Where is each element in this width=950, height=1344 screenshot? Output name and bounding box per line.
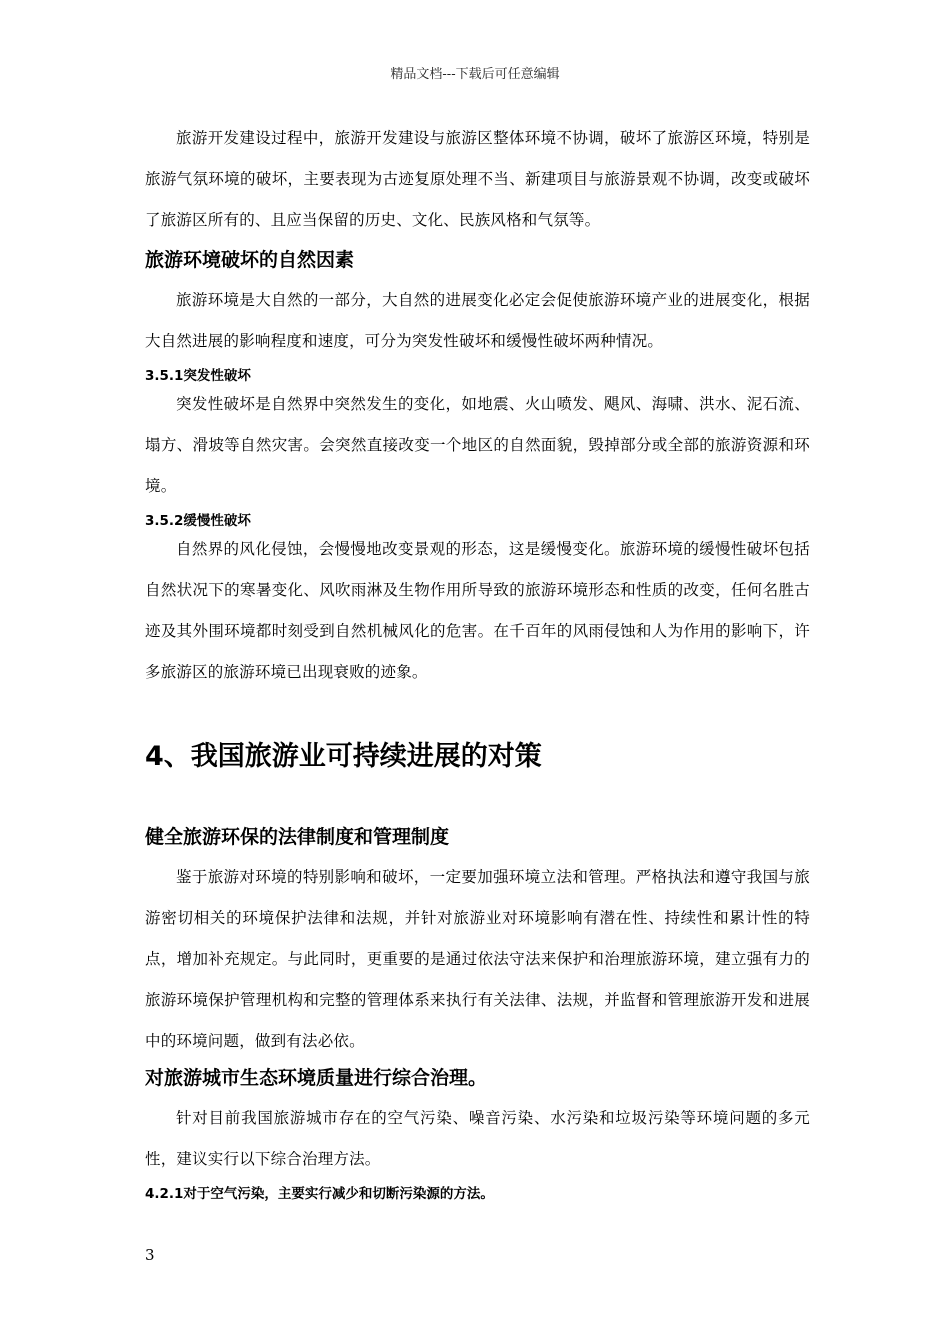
paragraph: 针对目前我国旅游城市存在的空气污染、噪音污染、水污染和垃圾污染等环境问题的多元性，建议实行以下综合治理方法。 (145, 1109, 810, 1168)
document-body (145, 118, 810, 1208)
section-heading: 健全旅游环保的法律制度和管理制度 (145, 826, 450, 848)
section-heading: 对旅游城市生态环境质量进行综合治理。 (145, 1067, 488, 1089)
paragraph: 突发性破坏是自然界中突然发生的变化，如地震、火山喷发、飓风、海啸、洪水、泥石流、塌方、滑坡等自然灾害。会突然直接改变一个地区的自然面貌，毁掉部分或全部的旅游资源和环境。 (145, 395, 810, 495)
paragraph: 旅游开发建设过程中，旅游开发建设与旅游区整体环境不协调，破坏了旅游区环境，特别是旅游气氛环境的破坏，主要表现为古迹复原处理不当、新建项目与旅游景观不协调，改变或破坏了旅游区所有的、且应当保留的历史、文化、民族风格和气氛等。 (145, 129, 810, 229)
paragraph: 旅游环境是大自然的一部分，大自然的进展变化必定会促使旅游环境产业的进展变化，根据大自然进展的影响程度和速度，可分为突发性破坏和缓慢性破坏两种情况。 (145, 291, 810, 350)
subsection-heading: 3.5.2缓慢性破坏 (145, 513, 251, 529)
section-heading: 旅游环境破坏的自然因素 (145, 249, 355, 271)
subsection-heading: 3.5.1突发性破坏 (145, 368, 251, 384)
paragraph: 鉴于旅游对环境的特别影响和破坏，一定要加强环境立法和管理。严格执法和遵守我国与旅游密切相关的环境保护法律和法规，并针对旅游业对环境影响有潜在性、持续性和累计性的特点，增加补充规定。与此同时，更重要的是通过依法守法来保护和治理旅游环境，建立强有力的旅游环境保护管理机构和完整的管理体系来执行有关法律、法规，并监督和管理旅游开发和进展中的环境问题，做到有法必依。 (145, 868, 810, 1050)
page-header: 精品文档---下载后可任意编辑 (390, 67, 560, 82)
page-number: 3 (145, 1246, 155, 1264)
chapter-heading: 4、我国旅游业可持续进展的对策 (145, 741, 542, 772)
subsection-heading: 4.2.1对于空气污染，主要实行减少和切断污染源的方法。 (145, 1186, 494, 1202)
paragraph: 自然界的风化侵蚀，会慢慢地改变景观的形态，这是缓慢变化。旅游环境的缓慢性破坏包括自然状况下的寒暑变化、风吹雨淋及生物作用所导致的旅游环境形态和性质的改变，任何名胜古迹及其外围环境都时刻受到自然机械风化的危害。在千百年的风雨侵蚀和人为作用的影响下，许多旅游区的旅游环境已出现衰败的迹象。 (145, 540, 810, 681)
